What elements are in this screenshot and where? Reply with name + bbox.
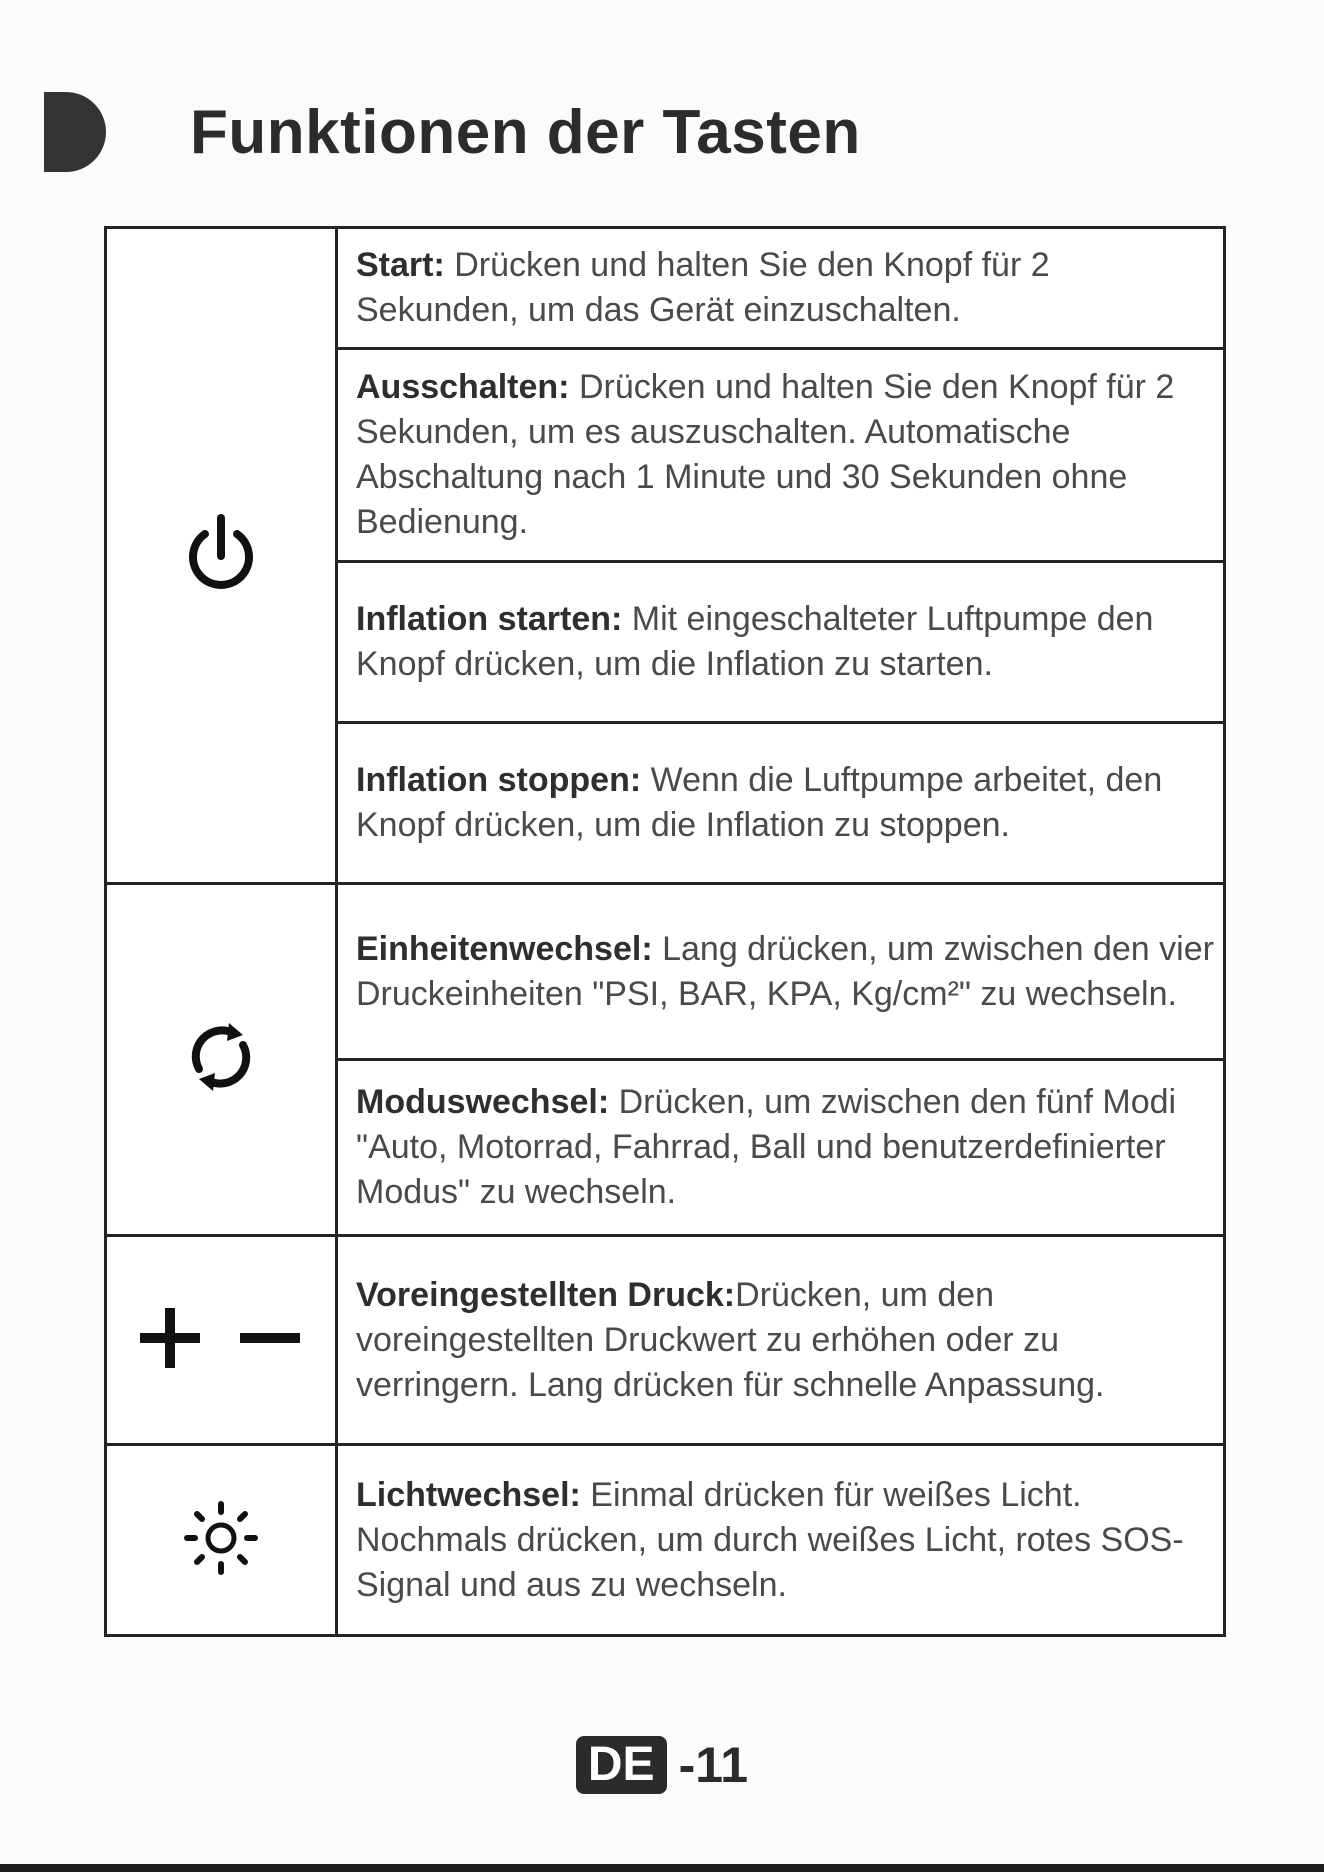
table-row bbox=[106, 1445, 1225, 1636]
light-icon bbox=[181, 1498, 261, 1583]
function-text: Wenn die Luftpumpe arbeitet, den Knopf drücken, um die Inflation zu stoppen. bbox=[356, 761, 1163, 844]
function-text: Drücken und halten Sie den Knopf für 2 Sekunden, um das Gerät einzuschalten. bbox=[356, 246, 1050, 329]
function-text: Drücken und halten Sie den Knopf für 2 Sekunden, um es auszuschalten. Automatische Abschaltung nach 1 Minute und 30 Sekunden ohne Bedienung. bbox=[356, 368, 1175, 541]
section-header bbox=[44, 92, 861, 172]
language-badge: DE bbox=[576, 1736, 667, 1794]
table-row bbox=[106, 1236, 1225, 1445]
function-label: Voreingestellten Druck: bbox=[356, 1275, 736, 1314]
function-text: Einmal drücken für weißes Licht. Nochmals drücken, um durch weißes Licht, rotes SOS-Signal und aus zu wechseln. bbox=[356, 1475, 1184, 1604]
function-label: Start: bbox=[356, 246, 445, 284]
plus-minus-icon bbox=[136, 1303, 306, 1378]
function-description bbox=[337, 723, 1225, 884]
function-text: Drücken, um den voreingestellten Druckwert zu erhöhen oder zu verringern. Lang drücken für schnelle Anpassung. bbox=[356, 1275, 1105, 1404]
page-number: -11 bbox=[678, 1737, 749, 1793]
table-row bbox=[106, 228, 1225, 349]
section-marker bbox=[44, 92, 106, 172]
function-label: Einheitenwechsel: bbox=[356, 929, 653, 968]
cycle-icon-cell bbox=[106, 884, 337, 1236]
function-description bbox=[337, 1445, 1225, 1636]
function-description bbox=[337, 1236, 1225, 1445]
function-description bbox=[337, 562, 1225, 723]
power-icon-cell bbox=[106, 228, 337, 884]
light-icon-cell bbox=[106, 1445, 337, 1636]
function-label: Ausschalten: bbox=[356, 368, 570, 406]
function-label: Inflation starten: bbox=[356, 600, 623, 638]
cycle-icon bbox=[181, 1017, 261, 1102]
power-icon bbox=[179, 508, 263, 603]
bottom-border bbox=[0, 1864, 1324, 1872]
function-description bbox=[337, 349, 1225, 562]
function-label: Inflation stoppen: bbox=[356, 761, 642, 799]
function-text: Drücken, um zwischen den fünf Modi "Auto, Motorrad, Fahrrad, Ball und benutzerdefinierter Modus" zu wechseln. bbox=[356, 1083, 1177, 1211]
page-title: Funktionen der Tasten bbox=[190, 97, 861, 167]
table-row bbox=[106, 884, 1225, 1060]
function-text: Mit eingeschalteter Luftpumpe den Knopf drücken, um die Inflation zu starten. bbox=[356, 600, 1154, 683]
function-text: Lang drücken, um zwischen den vier Druckeinheiten "PSI, BAR, KPA, Kg/cm²" zu wechseln. bbox=[356, 929, 1214, 1013]
page-footer bbox=[0, 1736, 1324, 1794]
function-description bbox=[337, 884, 1225, 1060]
function-label: Moduswechsel: bbox=[356, 1083, 610, 1121]
plus-minus-icon-cell bbox=[106, 1236, 337, 1445]
button-functions-table bbox=[104, 226, 1226, 1637]
function-description bbox=[337, 228, 1225, 349]
function-label: Lichtwechsel: bbox=[356, 1475, 581, 1514]
function-description bbox=[337, 1060, 1225, 1236]
